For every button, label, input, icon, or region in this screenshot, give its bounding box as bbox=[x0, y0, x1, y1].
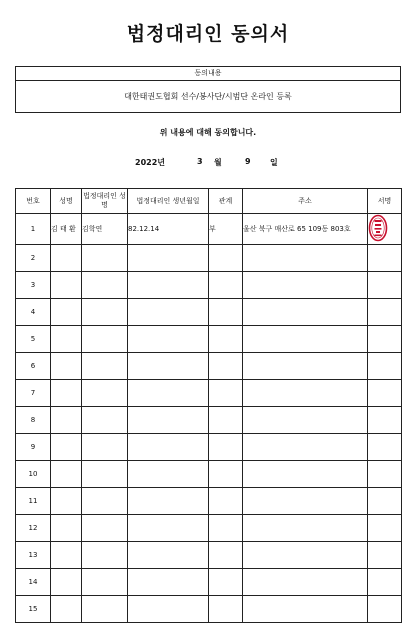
cell-guardian-birth bbox=[128, 353, 209, 380]
cell-relation bbox=[209, 515, 243, 542]
table-row bbox=[16, 488, 402, 515]
cell-address bbox=[243, 272, 368, 299]
cell-guardian-birth bbox=[128, 407, 209, 434]
cell-address bbox=[243, 299, 368, 326]
cell-name bbox=[51, 299, 82, 326]
cell-guardian-birth bbox=[128, 542, 209, 569]
cell-guardian-birth bbox=[128, 488, 209, 515]
cell-no: 1 bbox=[16, 214, 51, 245]
table-row bbox=[16, 515, 402, 542]
cell-guardian-birth bbox=[128, 515, 209, 542]
cell-signature bbox=[368, 299, 402, 326]
cell-guardian-name bbox=[82, 569, 128, 596]
cell-address bbox=[243, 569, 368, 596]
date-month: 3 bbox=[197, 157, 203, 166]
consent-box bbox=[15, 66, 401, 113]
table-row bbox=[16, 380, 402, 407]
cell-guardian-name bbox=[82, 515, 128, 542]
cell-signature bbox=[368, 326, 402, 353]
header-relation: 관계 bbox=[209, 189, 243, 214]
table-header-row bbox=[16, 189, 402, 214]
cell-relation bbox=[209, 461, 243, 488]
cell-guardian-name bbox=[82, 407, 128, 434]
cell-address bbox=[243, 488, 368, 515]
cell-guardian-name bbox=[82, 353, 128, 380]
cell-guardian-birth bbox=[128, 272, 209, 299]
consent-header: 동의내용 bbox=[16, 67, 400, 81]
cell-no: 4 bbox=[16, 299, 51, 326]
cell-relation: 부 bbox=[209, 214, 243, 245]
cell-signature bbox=[368, 407, 402, 434]
cell-no: 10 bbox=[16, 461, 51, 488]
cell-signature bbox=[368, 272, 402, 299]
header-address: 주소 bbox=[243, 189, 368, 214]
date-day-unit: 일 bbox=[270, 158, 278, 167]
cell-relation bbox=[209, 488, 243, 515]
cell-relation bbox=[209, 272, 243, 299]
cell-relation bbox=[209, 245, 243, 272]
cell-no: 12 bbox=[16, 515, 51, 542]
cell-relation bbox=[209, 569, 243, 596]
table-row bbox=[16, 353, 402, 380]
cell-signature bbox=[368, 245, 402, 272]
cell-name bbox=[51, 353, 82, 380]
cell-address bbox=[243, 407, 368, 434]
table-row bbox=[16, 569, 402, 596]
table-row bbox=[16, 299, 402, 326]
table-row bbox=[16, 434, 402, 461]
table-row bbox=[16, 407, 402, 434]
cell-address bbox=[243, 434, 368, 461]
cell-address bbox=[243, 380, 368, 407]
cell-relation bbox=[209, 299, 243, 326]
cell-guardian-birth bbox=[128, 461, 209, 488]
cell-address bbox=[243, 461, 368, 488]
header-no: 번호 bbox=[16, 189, 51, 214]
cell-address bbox=[243, 515, 368, 542]
cell-guardian-name bbox=[82, 380, 128, 407]
cell-address bbox=[243, 326, 368, 353]
cell-name bbox=[51, 569, 82, 596]
cell-no: 3 bbox=[16, 272, 51, 299]
cell-signature bbox=[368, 515, 402, 542]
agreement-statement: 위 내용에 대해 동의합니다. bbox=[159, 128, 257, 137]
cell-name bbox=[51, 272, 82, 299]
cell-no: 2 bbox=[16, 245, 51, 272]
cell-guardian-name bbox=[82, 272, 128, 299]
cell-signature bbox=[368, 461, 402, 488]
cell-guardian-name bbox=[82, 245, 128, 272]
cell-guardian-name bbox=[82, 326, 128, 353]
cell-relation bbox=[209, 407, 243, 434]
cell-address bbox=[243, 542, 368, 569]
table-row bbox=[16, 596, 402, 623]
cell-guardian-birth bbox=[128, 380, 209, 407]
cell-relation bbox=[209, 434, 243, 461]
cell-signature bbox=[368, 214, 402, 245]
cell-no: 6 bbox=[16, 353, 51, 380]
cell-no: 8 bbox=[16, 407, 51, 434]
cell-guardian-name bbox=[82, 542, 128, 569]
consent-content: 대한태권도협회 선수/봉사단/시범단 온라인 등록 bbox=[124, 92, 292, 101]
cell-name bbox=[51, 596, 82, 623]
cell-no: 13 bbox=[16, 542, 51, 569]
date-year: 2022년 bbox=[135, 158, 165, 167]
table-row bbox=[16, 272, 402, 299]
cell-name bbox=[51, 407, 82, 434]
cell-relation bbox=[209, 353, 243, 380]
cell-name bbox=[51, 515, 82, 542]
cell-name bbox=[51, 488, 82, 515]
cell-name bbox=[51, 326, 82, 353]
cell-name: 김 태 환 bbox=[51, 214, 82, 245]
cell-relation bbox=[209, 542, 243, 569]
cell-guardian-birth bbox=[128, 569, 209, 596]
cell-guardian-birth bbox=[128, 299, 209, 326]
cell-signature bbox=[368, 353, 402, 380]
date-month-unit: 월 bbox=[214, 158, 222, 167]
signature-stamp-icon bbox=[368, 214, 388, 242]
cell-guardian-birth: 82.12.14 bbox=[128, 214, 209, 245]
cell-name bbox=[51, 461, 82, 488]
cell-address bbox=[243, 245, 368, 272]
table-row bbox=[16, 542, 402, 569]
cell-guardian-name bbox=[82, 596, 128, 623]
header-guardian-birth: 법정대리인 생년월일 bbox=[128, 189, 209, 214]
table-row bbox=[16, 214, 402, 245]
cell-name bbox=[51, 434, 82, 461]
cell-guardian-name bbox=[82, 461, 128, 488]
cell-guardian-name bbox=[82, 434, 128, 461]
header-signature: 서명 bbox=[368, 189, 402, 214]
header-guardian-name: 법정대리인 성명 bbox=[82, 189, 128, 214]
cell-guardian-birth bbox=[128, 326, 209, 353]
cell-name bbox=[51, 542, 82, 569]
cell-signature bbox=[368, 542, 402, 569]
cell-signature bbox=[368, 380, 402, 407]
cell-no: 7 bbox=[16, 380, 51, 407]
cell-no: 9 bbox=[16, 434, 51, 461]
cell-no: 11 bbox=[16, 488, 51, 515]
cell-guardian-name: 김학연 bbox=[82, 214, 128, 245]
table-row bbox=[16, 461, 402, 488]
cell-signature bbox=[368, 569, 402, 596]
cell-relation bbox=[209, 596, 243, 623]
cell-guardian-name bbox=[82, 299, 128, 326]
table-row bbox=[16, 326, 402, 353]
cell-guardian-birth bbox=[128, 434, 209, 461]
cell-guardian-birth bbox=[128, 245, 209, 272]
cell-no: 14 bbox=[16, 569, 51, 596]
table-row bbox=[16, 245, 402, 272]
cell-address bbox=[243, 596, 368, 623]
cell-address bbox=[243, 353, 368, 380]
header-name: 성명 bbox=[51, 189, 82, 214]
date-day: 9 bbox=[245, 157, 251, 166]
cell-address: 울산 북구 매산로 65 109동 803호 bbox=[243, 214, 368, 245]
cell-relation bbox=[209, 380, 243, 407]
cell-signature bbox=[368, 596, 402, 623]
guardian-table bbox=[15, 188, 402, 623]
cell-relation bbox=[209, 326, 243, 353]
cell-name bbox=[51, 380, 82, 407]
document-title: 법정대리인 동의서 bbox=[126, 23, 290, 45]
cell-signature bbox=[368, 488, 402, 515]
cell-guardian-birth bbox=[128, 596, 209, 623]
cell-signature bbox=[368, 434, 402, 461]
cell-no: 5 bbox=[16, 326, 51, 353]
cell-name bbox=[51, 245, 82, 272]
cell-guardian-name bbox=[82, 488, 128, 515]
cell-no: 15 bbox=[16, 596, 51, 623]
